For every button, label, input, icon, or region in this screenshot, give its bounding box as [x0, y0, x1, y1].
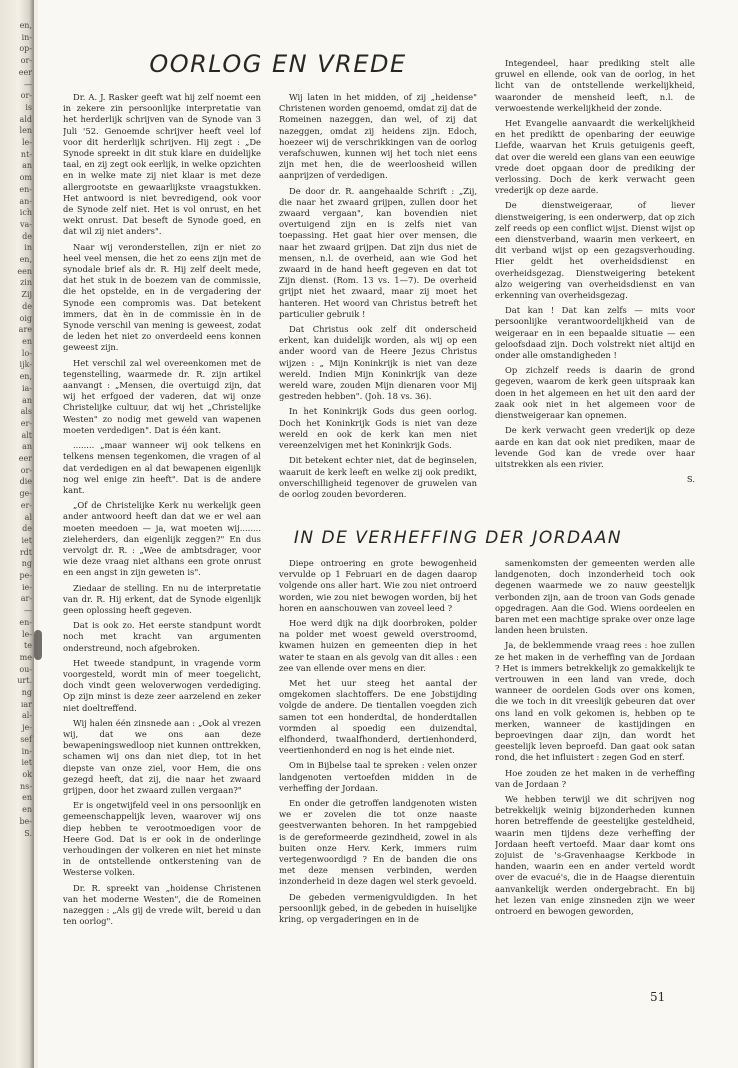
paragraph: Wij laten in het midden, of zij „heidense" Christenen worden genoemd, omdat zij dat de Romeinen nazeggen, dan wel, of zij dat nazeggen, omdat zij heidens zijn. Edoch, hoezeer wij de verschrikkingen van de oorlog verafschuwen, kunnen wij het toch niet eens zijn met hen, die de weerloosheid willen aanprijzen of verdedigen.	[279, 92, 477, 181]
paragraph: Hoe werd dijk na dijk doorbroken, polder na polder met woest geweld overstroomd, kwamen huizen en gemeenten diep in het water te staan en als gevolg van dit alles : een zee van ellende over mens en dier.	[279, 618, 477, 673]
article1-column-3	[495, 58, 695, 518]
binding-fragment: nt-	[20, 149, 32, 159]
paragraph: Hoe zouden ze het maken in de verheffing van de Jordaan ?	[495, 767, 695, 789]
binding-fragment: je-	[22, 723, 32, 733]
binding-fragment: va-	[20, 219, 32, 229]
binding-margin	[0, 0, 34, 1068]
paragraph: De dienstweigeraar, of liever dienstweigering, is een onderwerp, dat op zich zelf reeds op een conflict wijst. Dienst wijst op een dienstverband, waarin men verkeert, en dit verband wijst op een gezagsverhouding. Hier geldt het overheidsdienst en overheidsgezag. Dienstweigering betekent alzo weigering van overheidsdienst en van erkenning van overheidsgezag.	[495, 200, 695, 301]
binding-fragment: al	[24, 512, 32, 522]
binding-fragment: ng	[21, 688, 32, 698]
paragraph: Integendeel, haar prediking stelt alle gruwel en ellende, ook van de oorlog, in het licht van de ontstellende werkelijkheid, waaronder de mensheid leeft, n.l. de verwoestende werkelijkheid der zonde.	[495, 58, 695, 113]
binding-fragment: urt.	[17, 676, 32, 686]
paragraph: „Of de Christelijke Kerk nu werkelijk geen ander antwoord heeft dan dat we er wel aan moeten meedoen — ja, wat moeten wij........ zieleherders, dan eigenlijk zeggen?" En dus vervolgt dr. R. : „Wee de ambtsdrager, voor wie deze vraag niet althans een grote onrust en een angst in zijn geweten is".	[63, 500, 261, 578]
binding-fragment: are	[18, 325, 32, 335]
paragraph: Dit betekent echter niet, dat de beginselen, waaruit de kerk leeft en welke zij ook predikt, onverschilligheid tegenover de gruwelen van de oorlog zouden bevorderen.	[279, 455, 477, 499]
binding-fragment: in-	[21, 746, 32, 756]
binding-fragment: en	[22, 793, 32, 803]
paragraph: En onder die getroffen landgenoten wisten we er zovelen die tot onze naaste geestverwanten behoren. In het rampgebied is de gereformeerde gezindheid, zowel in als buiten onze Herv. Kerk, immers ruim vertegenwoordigd ? En de banden die ons met deze mensen verbinden, werden inzonderheid in deze dagen wel sterk gevoeld.	[279, 798, 477, 887]
binding-fragment: ns-	[20, 781, 32, 791]
binding-fragment: ia-	[21, 383, 32, 393]
binding-fragment: Zij	[21, 290, 32, 300]
binding-fragment: len	[19, 126, 32, 136]
paragraph: Naar wij veronderstellen, zijn er niet zo heel veel mensen, die het zo eens zijn met de synodale brief als dr. R. Hij zelf deelt mede, dat het stuk in de boezem van de commissie, die het opstelde, en in de vergadering der Synode een compromis was. Dat betekent immers, dat èn in de commissie èn in de Synode verschil van mening is geweest, zodat de leden het niet zo onverdeeld eens konnen geweest zijn.	[63, 241, 261, 353]
binding-fragment: zin	[20, 278, 32, 288]
article-title-oorlog-en-vrede: OORLOG EN VREDE	[149, 50, 407, 78]
binding-fragment: om	[19, 173, 32, 183]
binding-fragment: eer	[18, 67, 32, 77]
paragraph: Wij halen één zinsnede aan : „Ook al vrezen wij, dat we ons aan deze bewapeningswedloop niet kunnen onttrekken, schamen wij ons dan niet diep, tot in het diepste van onze ziel, voor Hem, die ons gezegd heeft, dat zij, die naar het zwaard grijpen, door het zwaard zullen vergaan?"	[63, 717, 261, 795]
paragraph: Om in Bijbelse taal te spreken : velen onzer landgenoten vertoefden midden in de verheffing der Jordaan.	[279, 760, 477, 793]
binding-fragment: de	[22, 524, 32, 534]
binding-fragment: le-	[22, 138, 32, 148]
binding-fragment: iet	[21, 758, 32, 768]
binding-fragment: ge-	[19, 489, 32, 499]
binding-fragment: iet	[21, 535, 32, 545]
paragraph: ........ „maar wanneer wij ook telkens en telkens mensen tegenkomen, die vragen of al dat verdedigen en al dat bewapenen eigenlijk nog wel enige zin heeft". Dat is de andere kant.	[63, 440, 261, 495]
binding-fragment: an-	[19, 196, 32, 206]
binding-fragment: ijk-	[19, 360, 32, 370]
previous-page-fragments	[2, 20, 32, 839]
binding-fragment: er-	[20, 500, 32, 510]
binding-fragment: in	[24, 243, 32, 253]
binding-fragment: ou-	[19, 664, 32, 674]
binding-fragment: sef	[20, 734, 32, 744]
article2-column-1	[279, 558, 477, 978]
binding-fragment: or-	[20, 91, 32, 101]
paragraph: In het Koninkrijk Gods dus geen oorlog. Doch het Koninkrijk Gods is niet van deze wereld en ook de kerk kan men niet vereenzelvigen met het Koninkrijk Gods.	[279, 406, 477, 451]
binding-fragment: pe-	[19, 571, 32, 581]
binding-fragment: en-	[19, 184, 32, 194]
binding-fragment: ar-	[20, 594, 32, 604]
binding-fragment: rdt	[19, 547, 32, 557]
binding-fragment: an	[22, 442, 32, 452]
binding-fragment: be-	[19, 816, 32, 826]
paragraph: De gebeden vermenigvuldigden. In het persoonlijk gebed, in de gebeden in huiselijke kring, op vergaderingen en in de	[279, 891, 477, 925]
page-number: 51	[650, 990, 666, 1004]
paragraph: Ziedaar de stelling. En nu de interpretatie van dr. R. Hij erkent, dat de Synode eigenlijk geen oplossing heeft gegeven.	[63, 582, 261, 615]
binding-fragment: en	[22, 805, 32, 815]
binding-fragment: oig	[19, 313, 32, 323]
binding-fragment: —	[24, 79, 32, 89]
magazine-page	[38, 0, 738, 1068]
paragraph: Met het uur steeg het aantal der omgekomen slachtoffers. De ene Jobstijding volgde de andere. De tientallen voegden zich samen tot een honderdtal, de honderdtallen vormden al spoedig een duizendtal, elfhonderd, twaalfhonderd, dertienhonderd, veertienhonderd en nog is het einde niet.	[279, 678, 477, 756]
paragraph: Diepe ontroering en grote bewogenheid vervulde op 1 Februari en de dagen daarop volgende ons aller hart. Wie zou niet ontroerd worden, wie zou niet bewogen worden, bij het horen en aanschouwen van zoveel leed ?	[279, 558, 477, 613]
paragraph: Dat Christus ook zelf dit onderscheid erkent, kan duidelijk worden, als wij op een ander woord van de Heere Jezus Christus wijzen : „ Mijn Koninkrijk is niet van deze wereld. Indien Mijn Koninkrijk van deze wereld ware, zouden Mijn dienaren voor Mij gestreden hebben". (Joh. 18 vs. 36).	[279, 324, 477, 402]
binding-fragment: en,	[19, 372, 32, 382]
binding-fragment: is	[25, 102, 32, 112]
binding-fragment: S.	[24, 828, 32, 838]
paragraph: Ja, de beklemmende vraag rees : hoe zullen ze het maken in de verheffing van de Jordaan ? Het is immers betrekkelijk zo gemakkelijk te vertrouwen in een land van vrede, doch wanneer de oordelen Gods over ons komen, die we toch in dit vreeslijk gebeuren dat over ons land en volk gekomen is, hebben op te merken, wanneer de kastijdingen en beproevingen daar zijn, dan wordt het geestelijk leven beproefd. Dan gaat ook satan rond, die het influistert : zegen God en sterf.	[495, 640, 695, 763]
binding-fragment: en,	[19, 255, 32, 265]
article-signature: S.	[686, 474, 695, 485]
binding-fragment: op-	[19, 44, 32, 54]
binding-fragment: ich	[19, 208, 32, 218]
binding-fragment: eer	[18, 454, 32, 464]
binding-fragment: de	[22, 231, 32, 241]
paragraph: Dr. A. J. Rasker geeft wat hij zelf noemt een in zekere zin persoonlijke interpretatie van het herderlijk schrijven van de Synode van 3 Juli '52. Genoemde schrijver heeft veel lof voor dit herderlijk schrijven. Hij zegt : „De Synode spreekt in dit stuk klare en duidelijke taal, en zij zegt ook eerlijk, in welke opzichten en in welke mate zij niet klaar is met deze allergrootste en gewaarlijkste vraagstukken. Het antwoord is niet bevredigend, ook voor de Synode zelf niet. Het is vol onrust, en het wekt onrust. Dat beseft de Synode goed, en dat wil zij niet anders".	[63, 92, 261, 237]
binding-fragment: en,	[19, 21, 32, 30]
binding-fragment: or-	[20, 465, 32, 475]
binding-fragment: ng	[21, 559, 32, 569]
article1-column-2	[279, 92, 477, 512]
paragraph: We hebben terwijl we dit schrijven nog betrekkelijk weinig bijzonderheden kunnen horen betreffende de geestelijke gesteldheid, waarin men tijdens deze verheffing der Jordaan heeft vertoefd. Maar daar komt ons zojuist de 's-Gravenhaagse Kerkbode in handen, waarin een en ander verteld wordt over de evacué's, die in de Haagse dierentuin aanvankelijk werden ondergebracht. En bij het lezen van enige zinsneden zijn we weer ontroerd en bewogen geworden,	[495, 794, 695, 917]
paragraph: Dat is ook zo. Het eerste standpunt wordt noch met kracht van argumenten onderstreund, noch afgebroken.	[63, 620, 261, 653]
binding-fragment: —	[24, 606, 32, 616]
binding-fragment: in-	[21, 32, 32, 42]
binding-fragment: al-	[21, 711, 32, 721]
binding-fragment: le-	[22, 629, 32, 639]
paragraph: De door dr. R. aangehaalde Schrift : „Zij, die naar het zwaard grijpen, zullen door het zwaard vergaan", kan bovendien niet overtuigend zijn en is zelfs niet van toepassing. Het gaat hier over mensen, die naar het zwaard grijpen. Dat zijn dus niet de mensen, n.l. de overheid, aan wie God het zwaard in de hand heeft gegeven en dat tot Zijn dienst. (Rom. 13 vs. 1—7). De overheid grijpt niet het zwaard, maar zij moet het hanteren. Het woord van Christus betreft het particulier gebruik !	[279, 185, 477, 319]
binding-fragment: en-	[19, 617, 32, 627]
binding-fragment: alt	[21, 430, 32, 440]
binding-fragment: ıar	[20, 699, 32, 709]
paragraph: Op zichzelf reeds is daarin de grond gegeven, waarom de kerk geen uitspraak kan doen in het algemeen en het uit den aard der zaak ook niet in het algemeen voor de dienstweigeraar kan opnemen.	[495, 365, 695, 421]
article2-column-2	[495, 558, 695, 978]
binding-fragment: an	[22, 161, 32, 171]
binding-fragment: en	[22, 336, 32, 346]
binding-fragment: de	[22, 301, 32, 311]
paragraph: Dr. R. spreekt van „hoidense Christenen van het moderne Westen", die de Romeinen nazeggen : „Als gij de vrede wilt, bereid u dan ten oorlog".	[63, 882, 261, 927]
binding-fragment: een	[17, 266, 32, 276]
binding-fragment: ie-	[22, 582, 32, 592]
binding-fragment: an	[22, 395, 32, 405]
paragraph: Het Evangelie aanvaardt die werkelijkheid en het prediktt de openbaring der eeuwige Liefde, waarvan het Kruis getuigenis geeft, dat over die wereld een glans van een eeuwige vrede doet opgaan door de prediking der verlossing. Doch de kerk verwacht geen vrederijk op deze aarde.	[495, 118, 695, 196]
binding-fragment: or-	[20, 56, 32, 66]
paragraph: Er is ongetwijfeld veel in ons persoonlijk en gemeenschappelijk leven, waarover wij ons diep hebben te verootmoedigen voor de Heere God. Dat is er ook in de onderlinge verhoudingen der volkeren en niet het minste in de ontstellende ontkerstening van de Westerse volken.	[63, 800, 261, 878]
binding-fragment: die	[19, 477, 32, 487]
article-title-jordaan: IN DE VERHEFFING DER JORDAAN	[293, 528, 623, 548]
binding-fragment: ok	[22, 770, 32, 779]
binding-fragment: me	[19, 652, 32, 662]
ink-mark	[34, 630, 42, 660]
binding-fragment: als	[20, 407, 32, 417]
paragraph: De kerk verwacht geen vrederijk op deze aarde en kan dat ook niet prediken, maar de levende God kan de vrede over haar uitstrekken als een rivier.	[495, 425, 695, 469]
paragraph: Het verschil zal wel overeenkomen met de tegenstelling, waarmede dr. R. zijn artikel aanvangt : „Mensen, die overtuigd zijn, dat wij het erfgoed der vaderen, dat wij onze Christelijke cultuur, dat wij het „Christelijke Westen" zo nodig met geweld van wapenen moeten verdedigen". Dat is één kant.	[63, 357, 261, 435]
paragraph: Dat kan ! Dat kan zelfs — mits voor persoonlijke verantwoordelijkheid van de weigeraar en in een bepaalde situatie — een geloofsdaad zijn. Doch volstrekt niet altijd en onder alle omstandigheden !	[495, 305, 695, 361]
binding-fragment: er-	[20, 418, 32, 428]
binding-fragment: te	[24, 641, 32, 651]
binding-fragment: ald	[19, 114, 32, 124]
binding-fragment: lo-	[21, 348, 32, 358]
paragraph: Het tweede standpunt, in vragende vorm voorgesteld, wordt min of meer toegelicht, doch vindt geen weloverwogen verdediging. Op zijn minst is deze zeer aarzelend en zeker niet doeltreffend.	[63, 657, 261, 713]
paragraph: samenkomsten der gemeenten werden alle landgenoten, doch inzonderheid toch ook degenen waarmede we zo nauw geestelijk verbonden zijn, aan de troon van Gods genade opgedragen. Aan die God. Wiens oordeelen en baren met een machtige sprake over onze lage landen heen bruisten.	[495, 558, 695, 636]
